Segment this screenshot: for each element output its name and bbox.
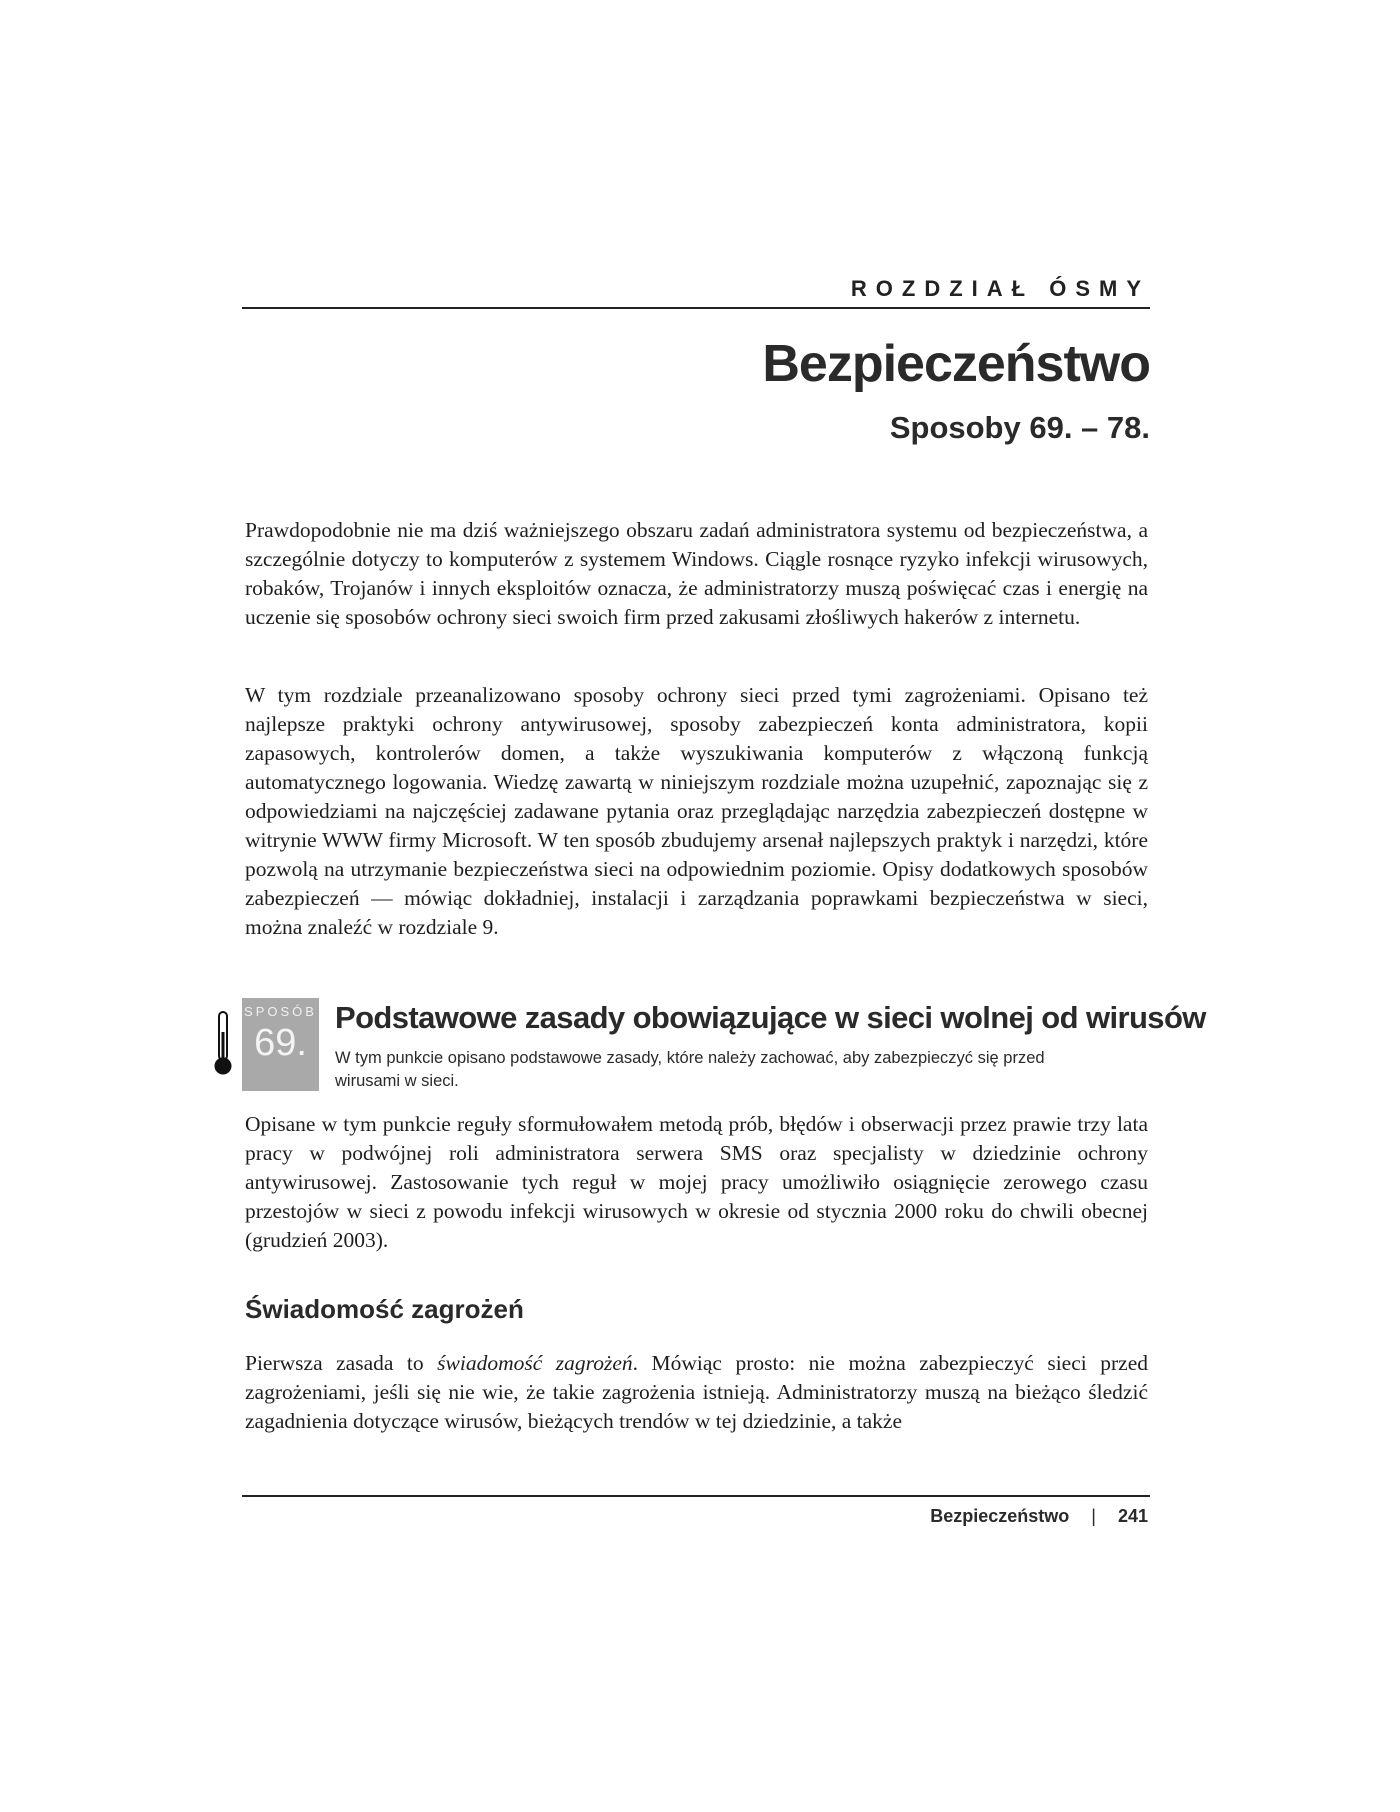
hack-description: W tym punkcie opisano podstawowe zasady, które należy zachować, aby zabezpieczyć się przed wirusami w sieci.	[335, 1049, 1045, 1090]
hack-badge-word: SPOSÓB	[244, 1004, 317, 1019]
thermometer-icon	[211, 1010, 235, 1076]
hack-title: Podstawowe zasady obowiązujące w sieci wolnej od wirusów	[335, 1000, 1206, 1035]
chapter-subtitle: Sposoby 69. – 78.	[889, 410, 1150, 445]
chapter-title: Bezpieczeństwo	[762, 335, 1150, 393]
section-paragraph-lead: Pierwsza zasada to	[245, 1351, 438, 1375]
intro-paragraph-1: Prawdopodobnie nie ma dziś ważniejszego obszaru zadań administratora systemu od bezpieczeństwa, a szczególnie dotyczy to komputerów z systemem Windows. Ciągle rosnące ryzyko infekcji wirusowych, robaków, Trojanów i innych eksploitów oznacza, że administratorzy muszą poświęcać czas i energię na uczenie się sposobów ochrony sieci swoich firm przed zakusami złośliwych hakerów z internetu.	[245, 518, 1148, 629]
hack-badge-number: 69.	[254, 1022, 307, 1064]
section-paragraph-rest: . Mówiąc prosto: nie można zabezpieczyć sieci przed zagrożeniami, jeśli się nie wie, że takie zagrożenia istnieją. Administratorzy muszą na bieżąco śledzić zagadnienia dotyczące wirusów, bieżących trendów w tej dziedzinie, a także	[245, 1351, 1148, 1433]
section-paragraph	[245, 1349, 1148, 1436]
footer-separator: |	[1091, 1506, 1096, 1526]
page-footer	[242, 1506, 1148, 1527]
intro-paragraph-2: W tym rozdziale przeanalizowano sposoby ochrony sieci przed tymi zagrożeniami. Opisano też najlepsze praktyki ochrony antywirusowej, sposoby zabezpieczeń konta administratora, kopii zapasowych, kontrolerów domen, a także wyszukiwania komputerów z włączoną funkcją automatycznego logowania. Wiedzę zawartą w niniejszym rozdziale można uzupełnić, zapoznając się z odpowiedziami na najczęściej zadawane pytania oraz przeglądając narzędzia zabezpieczeń dostępne w witrynie WWW firmy Microsoft. W ten sposób zbudujemy arsenał najlepszych praktyk i narzędzi, które pozwolą na utrzymanie bezpieczeństwa sieci na odpowiednim poziomie. Opisy dodatkowych sposobów zabezpieczeń — mówiąc dokładniej, instalacji i zarządzania poprawkami bezpieczeństwa w sieci, można znaleźć w rozdziale 9.	[245, 683, 1148, 939]
page-number: 241	[1117, 1506, 1148, 1526]
footer-rule	[242, 1495, 1150, 1497]
section-heading: Świadomość zagrożeń	[245, 1294, 524, 1324]
footer-title: Bezpieczeństwo	[930, 1506, 1070, 1526]
chapter-label: ROZDZIAŁ ÓSMY	[850, 276, 1150, 301]
section-paragraph-emphasis: świadomość zagrożeń	[437, 1351, 633, 1375]
header-rule	[242, 307, 1150, 309]
hack-body-paragraph: Opisane w tym punkcie reguły sformułowałem metodą prób, błędów i obserwacji przez prawie trzy lata pracy w podwójnej roli administratora serwera SMS oraz specjalisty w dziedzinie ochrony antywirusowej. Zastosowanie tych reguł w mojej pracy umożliwiło osiągnięcie zerowego czasu przestojów w sieci z powodu infekcji wirusowych w okresie od stycznia 2000 roku do chwili obecnej (grudzień 2003).	[245, 1112, 1148, 1252]
hack-number-badge	[242, 998, 319, 1091]
